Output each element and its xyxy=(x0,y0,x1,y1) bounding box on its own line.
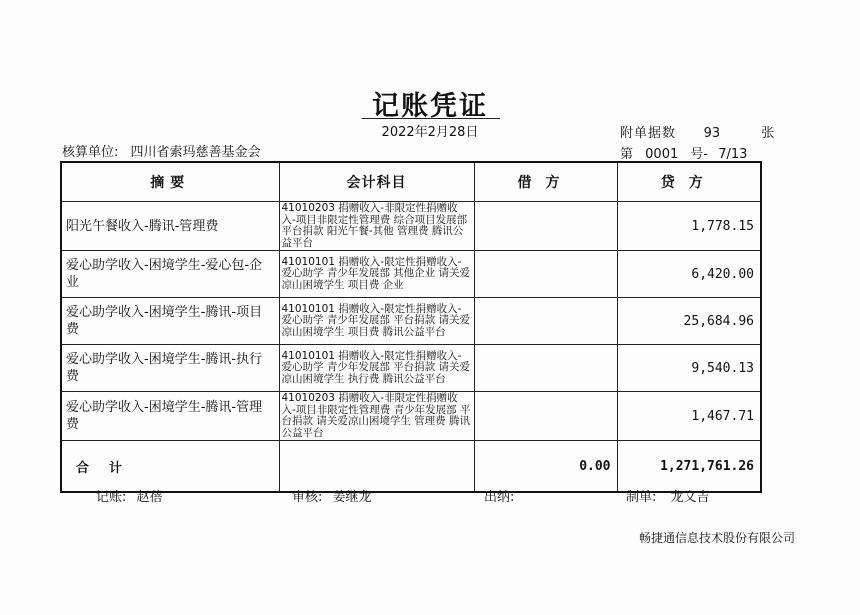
voucher-sequence xyxy=(620,143,747,162)
total-debit: 0.00 xyxy=(474,441,617,493)
attach-unit: 张 xyxy=(761,126,775,141)
row-account: 41010203 捐赠收入-非限定性捐赠收入-项目非限定性管理费 青少年发展部 平台捐款 请关爱凉山困境学生 管理费 腾讯公益平台 xyxy=(279,392,474,441)
header-debit: 借方 xyxy=(474,162,617,202)
total-credit: 1,271,761.26 xyxy=(617,441,761,493)
header-account: 会计科目 xyxy=(279,162,474,202)
row-credit: 6,420.00 xyxy=(617,251,761,298)
unit-label: 核算单位: xyxy=(62,145,119,160)
voucher-date: 2022年2月28日 xyxy=(381,125,479,140)
seq-page: 7/13 xyxy=(718,147,748,162)
header-summary: 摘要 xyxy=(61,162,279,202)
total-label: 合计 xyxy=(61,441,279,493)
total-account-blank xyxy=(279,441,474,493)
row-debit xyxy=(474,345,617,392)
row-account: 41010203 捐赠收入-非限定性捐赠收入-项目非限定性管理费 综合项目发展部 平台捐款 阳光午餐-其他 管理费 腾讯公益平台 xyxy=(279,202,474,251)
row-debit xyxy=(474,392,617,441)
row-summary: 爱心助学收入-困境学生-腾讯-执行费 xyxy=(61,345,279,392)
row-summary: 爱心助学收入-困境学生-爱心包-企业 xyxy=(61,251,279,298)
reviewer-name: 姜继龙 xyxy=(332,490,372,505)
voucher-title: 记账凭证 xyxy=(372,91,488,122)
cashier-signature xyxy=(484,486,520,505)
attachment-count xyxy=(620,122,774,141)
software-company: 畅捷通信息技术股份有限公司 xyxy=(638,531,795,545)
reviewer-signature xyxy=(292,486,372,505)
row-account: 41010101 捐赠收入-限定性捐赠收入-爱心助学 青少年发展部 其他企业 请关爱凉山困境学生 项目费 企业 xyxy=(279,251,474,298)
maker-signature xyxy=(626,486,710,505)
attach-label: 附单据数 xyxy=(620,126,677,141)
table-row xyxy=(61,202,761,251)
bookkeeper-signature xyxy=(96,486,163,505)
row-summary: 爱心助学收入-困境学生-腾讯-管理费 xyxy=(61,392,279,441)
voucher-table xyxy=(60,161,762,493)
title-underline xyxy=(362,118,500,119)
row-credit: 9,540.13 xyxy=(617,345,761,392)
seq-prefix: 第 xyxy=(620,147,634,162)
seq-mid: 号- xyxy=(690,147,709,162)
seq-number: 0001 xyxy=(645,147,679,162)
table-row xyxy=(61,392,761,441)
row-account: 41010101 捐赠收入-限定性捐赠收入-爱心助学 青少年发展部 平台捐款 请关爱凉山困境学生 执行费 腾讯公益平台 xyxy=(279,345,474,392)
bookkeeper-label: 记账: xyxy=(96,490,127,505)
attach-number: 93 xyxy=(703,126,721,141)
reviewer-label: 审核: xyxy=(292,490,323,505)
total-row xyxy=(61,441,761,493)
table-row xyxy=(61,345,761,392)
row-credit: 1,778.15 xyxy=(617,202,761,251)
row-debit xyxy=(474,251,617,298)
row-credit: 1,467.71 xyxy=(617,392,761,441)
cashier-label: 出纳: xyxy=(484,490,515,505)
row-credit: 25,684.96 xyxy=(617,298,761,345)
header-credit: 贷方 xyxy=(617,162,761,202)
row-summary: 阳光午餐收入-腾讯-管理费 xyxy=(61,202,279,251)
bookkeeper-name: 赵蓓 xyxy=(136,490,163,505)
row-account: 41010101 捐赠收入-限定性捐赠收入-爱心助学 青少年发展部 平台捐款 请关爱凉山困境学生 项目费 腾讯公益平台 xyxy=(279,298,474,345)
table-row xyxy=(61,298,761,345)
table-header-row xyxy=(61,162,761,202)
table-row xyxy=(61,251,761,298)
accounting-unit xyxy=(62,141,261,160)
row-debit xyxy=(474,202,617,251)
maker-label: 制单: xyxy=(626,490,657,505)
row-debit xyxy=(474,298,617,345)
row-summary: 爱心助学收入-困境学生-腾讯-项目费 xyxy=(61,298,279,345)
unit-name: 四川省索玛慈善基金会 xyxy=(130,145,261,160)
maker-name: 龙文吉 xyxy=(670,490,710,505)
